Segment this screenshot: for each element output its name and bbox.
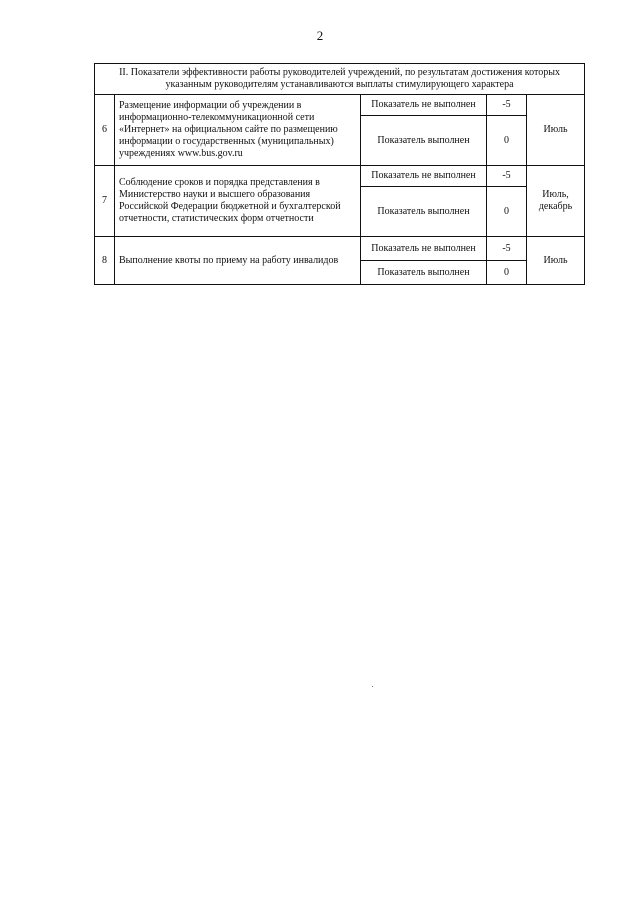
section-heading: II. Показатели эффективности работы руководителей учреждений, по результатам достижения которых указанным руководителям устанавливаются выплаты стимулирующего характера — [95, 64, 585, 95]
score-not-fulfilled: -5 — [487, 237, 527, 261]
status-fulfilled: Показатель выполнен — [361, 261, 487, 285]
score-not-fulfilled: -5 — [487, 166, 527, 187]
row-number: 7 — [95, 166, 115, 237]
payment-period: Июль — [527, 237, 585, 285]
indicator-description: Выполнение квоты по приему на работу инвалидов — [115, 237, 361, 285]
table-row — [95, 237, 585, 261]
status-not-fulfilled: Показатель не выполнен — [361, 95, 487, 116]
scan-speck — [372, 686, 373, 687]
payment-period: Июль — [527, 95, 585, 166]
status-not-fulfilled: Показатель не выполнен — [361, 237, 487, 261]
indicator-description: Размещение информации об учреждении в информационно-телекоммуникационной сети «Интернет» на официальном сайте по размещению информации о государственных (муниципальных) учреждениях www.bus.gov.ru — [115, 95, 361, 166]
status-not-fulfilled: Показатель не выполнен — [361, 166, 487, 187]
score-fulfilled: 0 — [487, 187, 527, 237]
page-number: 2 — [316, 28, 324, 43]
table-row — [95, 166, 585, 187]
table-row — [95, 95, 585, 116]
score-not-fulfilled: -5 — [487, 95, 527, 116]
score-fulfilled: 0 — [487, 116, 527, 166]
indicator-description: Соблюдение сроков и порядка представления в Министерство науки и высшего образования Российской Федерации бюджетной и бухгалтерской отчетности, статистических форм отчетности — [115, 166, 361, 237]
section-heading-row — [95, 64, 585, 95]
status-fulfilled: Показатель выполнен — [361, 116, 487, 166]
indicators-table — [94, 63, 585, 285]
row-number: 6 — [95, 95, 115, 166]
status-fulfilled: Показатель выполнен — [361, 187, 487, 237]
row-number: 8 — [95, 237, 115, 285]
payment-period: Июль, декабрь — [527, 166, 585, 237]
score-fulfilled: 0 — [487, 261, 527, 285]
